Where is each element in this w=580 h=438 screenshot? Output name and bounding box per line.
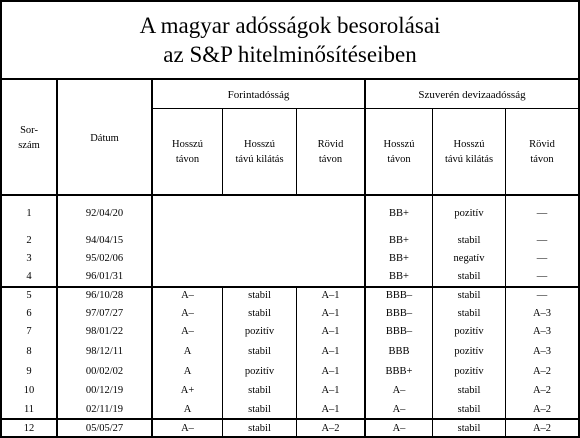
cell-fx-long: BBB– — [385, 289, 413, 301]
cell-fx-outlook: stabil — [457, 384, 481, 396]
cell-no: 5 — [26, 289, 32, 301]
cell-fx-long: BB+ — [389, 252, 409, 264]
cell-date: 94/04/15 — [85, 234, 124, 246]
cell-fo-long: A+ — [180, 384, 195, 396]
header-fo-outlook-line-1: Hosszú — [244, 138, 275, 150]
cell-fo-outlook: pozitív — [244, 325, 275, 337]
cell-fo-short: A–1 — [321, 345, 340, 357]
cell-date: 00/12/19 — [85, 384, 124, 396]
header-fx-debt-label: Szuverén devizaadósság — [418, 88, 526, 101]
cell-fo-long — [153, 269, 222, 283]
cell-fx-long: A– — [392, 384, 406, 396]
cell-date: 96/01/31 — [85, 270, 124, 282]
header-fx-long-line-1: Hosszú — [383, 138, 415, 150]
cell-fo-long: A– — [181, 307, 194, 319]
cell-no: 9 — [26, 365, 32, 377]
cell-fo-short: A–1 — [321, 289, 340, 301]
header-fx-short-line-1: Rövid — [529, 138, 555, 150]
cell-no: 10 — [23, 384, 35, 396]
cell-fx-outlook: stabil — [457, 289, 481, 301]
cell-fo-short: A–1 — [321, 325, 340, 337]
header-sovereign-fx-debt — [366, 82, 578, 108]
cell-fx-short: A–3 — [532, 325, 552, 337]
cell-fx-outlook: pozitív — [454, 345, 484, 357]
cell-fo-long: A– — [181, 289, 194, 301]
header-fo-long-line-2: távon — [175, 153, 200, 165]
cell-no: 11 — [23, 403, 35, 415]
cell-fx-outlook: negatív — [453, 252, 485, 264]
cell-date: 96/10/28 — [85, 289, 124, 301]
header-fx-outlook-line-1: Hosszú — [453, 138, 485, 150]
title-line-2: az S&P hitelminősítéseiben — [163, 42, 417, 67]
header-fo-long-line-1: Hosszú — [172, 138, 203, 150]
header-fo-short-term — [297, 109, 364, 194]
cell-date: 98/12/11 — [86, 345, 123, 357]
cell-fo-short — [297, 251, 364, 265]
cell-fx-long: BBB– — [385, 307, 413, 319]
cell-fx-short: — — [536, 207, 548, 219]
cell-date: 98/01/22 — [85, 325, 124, 337]
cell-fo-short: A–1 — [321, 365, 340, 377]
cell-fo-outlook — [223, 269, 296, 283]
cell-fx-long: BB+ — [389, 234, 409, 246]
cell-fx-long: A– — [392, 422, 406, 434]
header-bottom-line — [0, 194, 580, 196]
cell-fo-long: A– — [181, 422, 194, 434]
cell-fo-short — [297, 206, 364, 220]
cell-fx-outlook: stabil — [457, 422, 481, 434]
cell-fx-long: BBB — [388, 345, 410, 357]
cell-no: 6 — [26, 307, 32, 319]
cell-fx-short: — — [536, 289, 548, 301]
cell-fo-long — [153, 251, 222, 265]
header-fx-long-line-2: távon — [387, 153, 411, 165]
cell-fx-short: — — [536, 234, 548, 246]
cell-fx-long: BBB– — [385, 325, 413, 337]
header-fo-outlook — [223, 109, 296, 194]
cell-date: 00/02/02 — [85, 365, 124, 377]
cell-fo-short: A–1 — [321, 384, 340, 396]
cell-fx-outlook: stabil — [457, 307, 481, 319]
cell-fx-short: A–2 — [532, 365, 552, 377]
cell-fx-long: BBB+ — [385, 365, 413, 377]
cell-fx-short: A–2 — [532, 384, 552, 396]
header-fx-short-term — [506, 109, 578, 194]
cell-fo-outlook — [223, 251, 296, 265]
cell-fx-outlook: pozitív — [454, 365, 484, 377]
cell-date: 02/11/19 — [86, 403, 123, 415]
cell-fx-short: A–2 — [532, 422, 552, 434]
header-fo-outlook-line-2: távú kilátás — [235, 153, 284, 165]
cell-fo-outlook: stabil — [248, 307, 271, 319]
cell-date: 05/05/27 — [85, 422, 124, 434]
header-date-label: Dátum — [90, 132, 119, 144]
cell-fo-outlook: stabil — [248, 384, 271, 396]
cell-fo-long: A — [183, 403, 192, 415]
header-fo-short-line-1: Rövid — [317, 138, 344, 150]
header-forint-debt-label: Forintadósság — [227, 88, 290, 101]
cell-fo-short: A–1 — [321, 403, 340, 415]
cell-fx-outlook: stabil — [457, 234, 481, 246]
cell-fx-short: — — [536, 270, 548, 282]
cell-fo-long: A — [183, 365, 192, 377]
title-line-1: A magyar adósságok besorolásai — [139, 13, 441, 38]
cell-fo-short — [297, 233, 364, 247]
header-forint-debt — [153, 82, 364, 108]
cell-fx-short: — — [536, 252, 548, 264]
cell-fx-long: BB+ — [389, 207, 409, 219]
cell-fx-short: A–2 — [532, 403, 552, 415]
header-fo-short-line-2: távon — [318, 153, 343, 165]
cell-fx-outlook: pozitív — [454, 325, 484, 337]
page-title — [2, 2, 578, 80]
cell-fx-long: BB+ — [389, 270, 409, 282]
header-fx-outlook — [433, 109, 505, 194]
cell-date: 92/04/20 — [85, 207, 124, 219]
header-date — [58, 82, 151, 194]
cell-fx-outlook: pozitív — [454, 207, 484, 219]
header-fx-long-term — [366, 109, 432, 194]
cell-no: 12 — [23, 422, 35, 434]
header-fx-outlook-line-2: távú kilátás — [444, 153, 494, 165]
cell-fo-long: A– — [181, 325, 194, 337]
cell-fo-short: A–2 — [321, 422, 340, 434]
cell-fx-outlook: stabil — [457, 270, 481, 282]
cell-fo-outlook: stabil — [248, 422, 271, 434]
header-serial-line-2: szám — [18, 140, 40, 151]
cell-fo-outlook: stabil — [248, 345, 271, 357]
cell-no: 1 — [26, 207, 32, 219]
cell-fo-outlook — [223, 233, 296, 247]
header-fx-short-line-2: távon — [530, 153, 554, 165]
cell-fx-long: A– — [392, 403, 406, 415]
cell-no: 8 — [26, 345, 32, 357]
last-row-separator-line — [0, 418, 580, 420]
cell-fo-short — [297, 269, 364, 283]
cell-no: 4 — [26, 270, 32, 282]
cell-fo-long — [153, 233, 222, 247]
cell-fx-short: A–3 — [532, 307, 552, 319]
header-serial-number — [2, 82, 56, 194]
cell-date: 95/02/06 — [85, 252, 124, 264]
cell-fo-short: A–1 — [321, 307, 340, 319]
cell-no: 3 — [26, 252, 32, 264]
cell-fx-short: A–3 — [532, 345, 552, 357]
cell-fo-long — [153, 206, 222, 220]
cell-fx-outlook: stabil — [457, 403, 481, 415]
cell-fo-outlook: stabil — [248, 403, 271, 415]
header-serial-line-1: Sor- — [20, 125, 38, 136]
cell-fo-outlook: stabil — [248, 289, 271, 301]
cell-fo-outlook — [223, 206, 296, 220]
cell-date: 97/07/27 — [85, 307, 124, 319]
cell-no: 2 — [26, 234, 32, 246]
header-fo-long-term — [153, 109, 222, 194]
cell-fo-long: A — [183, 345, 192, 357]
cell-fo-outlook: pozitív — [244, 365, 275, 377]
cell-no: 7 — [26, 325, 32, 337]
